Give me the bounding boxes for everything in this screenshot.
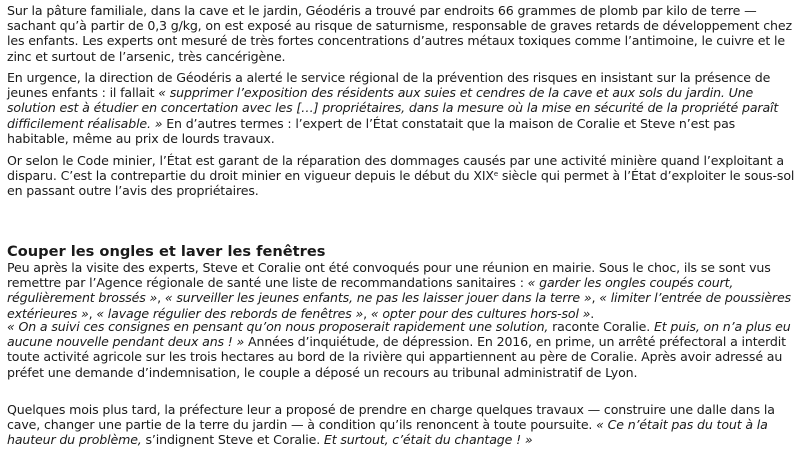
recommendation-quote: « limiter l’entrée de poussières extérieures » bbox=[7, 290, 791, 321]
paragraph-text: siècle qui permet à l’État d’exploiter le sous-sol en passant outre l’avis des propriétaires. bbox=[7, 168, 795, 199]
recommendation-quote: « lavage régulier des rebords de fenêtres » bbox=[96, 305, 364, 321]
paragraph-text: Peu après la visite des experts, Steve et Coralie ont été convoqués pour une réunion en mairie. Sous le choc, ils se sont vus remettre par l’Agence régionale de santé une liste de recommandations sanitaires : bbox=[7, 260, 771, 291]
paragraph-text: En d’autres termes : l’expert de l’État constatait que la maison de Coralie et Steve n’est pas habitable, même au prix de lourds travaux. bbox=[7, 115, 736, 146]
recommendation-quote: « opter pour des cultures hors-sol » bbox=[370, 305, 591, 321]
paragraph-text: En urgence, la direction de Géodéris a alerté le service régional de la prévention des risques en insistant sur la présence de jeunes enfants : il fallait bbox=[7, 70, 771, 101]
section-heading: Couper les ongles et laver les fenêtres bbox=[7, 243, 326, 260]
separator: . bbox=[590, 305, 595, 321]
paragraph-recommendations bbox=[7, 260, 797, 321]
recommendation-quote: « surveiller les jeunes enfants, ne pas les laisser jouer dans la terre » bbox=[164, 290, 592, 306]
paragraph-prefecture-offer bbox=[7, 402, 797, 448]
paragraph-lead-contamination bbox=[7, 3, 797, 64]
couple-quote: Et surtout, c’était du chantage ! » bbox=[323, 432, 533, 448]
paragraph-text: Sur la pâture familiale, dans la cave et le jardin, Géodéris a trouvé par endroits 66 grammes de plomb par kilo de terre — sachant qu’à partir de 0,3 g/kg, on est exposé au risque de saturnisme, responsable de graves retards de développement chez les enfants. Les experts ont mesuré de très fortes concentrations d’autres métaux toxiques comme l’antimoine, le cuivre et le zinc et surtout de l’arsenic, très cancérigène. bbox=[7, 3, 792, 64]
paragraph-text: raconte Coralie. bbox=[548, 319, 654, 334]
separator: , bbox=[157, 290, 165, 306]
century-superscript: e bbox=[493, 170, 499, 179]
paragraph-geoderis-alert bbox=[7, 70, 797, 146]
separator: , bbox=[591, 290, 600, 306]
quote-geoderis: « supprimer l’exposition des résidents aux suies et cendres de la cave et aux sols du jardin. Une solution est à étudier en concertation avec les […] propriétaires, dans la mesure où la mise en sécurité de la propriété paraît difficilement réalisable. » bbox=[7, 85, 779, 131]
recommendation-quote: « garder les ongles coupés court, régulièrement brossés » bbox=[7, 275, 734, 306]
couple-quote: « Ce n’était pas du tout à la hauteur du problème, bbox=[7, 417, 768, 448]
paragraph-text: Années d’inquiétude, de dépression. En 2016, en prime, un arrêté préfectoral a interdit toute activité agricole sur les trois hectares au bord de la rivière qui appartiennent au père de Coralie. Après avoir adressé au préfet une demande d’indemnisation, le couple a déposé un recours au tribunal administratif de Lyon. bbox=[7, 334, 786, 380]
paragraph-code-minier bbox=[7, 153, 797, 199]
separator: , bbox=[363, 305, 371, 321]
paragraph-coralie-quote bbox=[7, 319, 797, 380]
paragraph-text: Or selon le Code minier, l’État est garant de la réparation des dommages causés par une activité minière quand l’exploitant a disparu. C’est la contrepartie du droit minier en vigueur depuis le début du XIX bbox=[7, 153, 784, 184]
coralie-quote: Et puis, on n’a plus eu aucune nouvelle pendant deux ans ! » bbox=[7, 319, 791, 350]
paragraph-text: Quelques mois plus tard, la préfecture leur a proposé de prendre en charge quelques travaux — construire une dalle dans la cave, changer une partie de la terre du jardin — à condition qu’ils renoncent à toute poursuite. bbox=[7, 402, 775, 433]
coralie-quote: « On a suivi ces consignes en pensant qu’on nous proposerait rapidement une solution, bbox=[7, 319, 549, 334]
separator: , bbox=[88, 305, 97, 321]
paragraph-text: s’indignent Steve et Coralie. bbox=[141, 432, 324, 448]
